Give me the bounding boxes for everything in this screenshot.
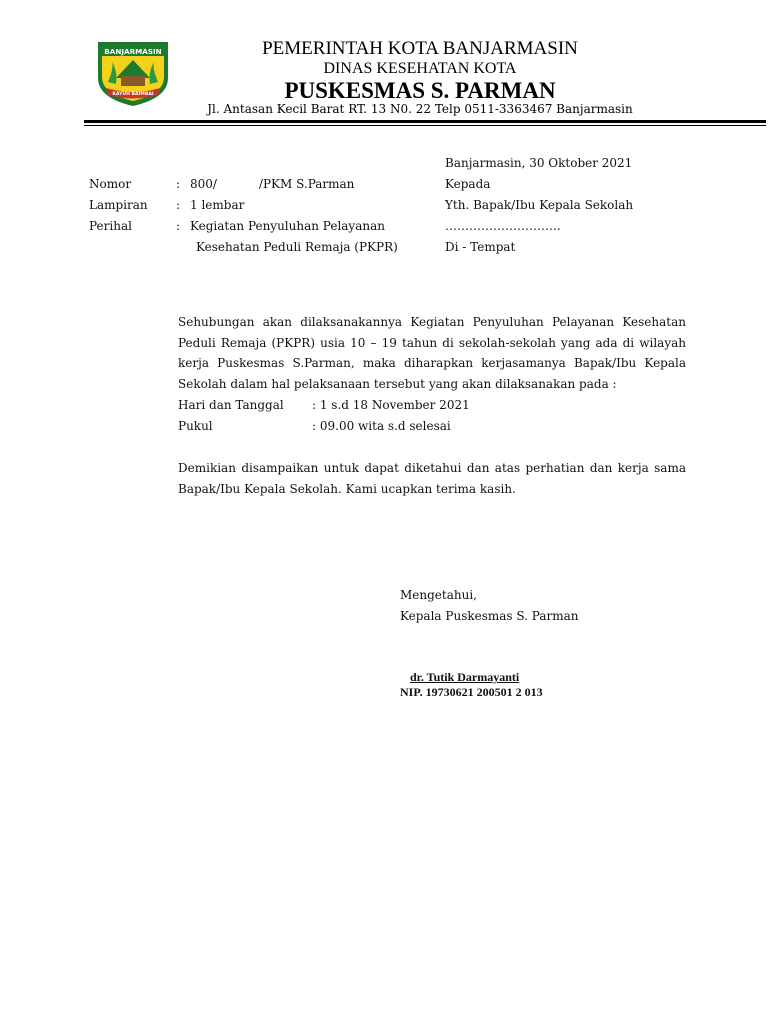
meta-value-nomor: 800/ /PKM S.Parman (190, 177, 355, 191)
institution-name: PUSKESMAS S. PARMAN (284, 78, 556, 103)
meta-label-lampiran: Lampiran (89, 198, 148, 212)
signatory-nip: NIP. 19730621 200501 2 013 (400, 685, 543, 699)
schedule-value-date: : 1 s.d 18 November 2021 (312, 398, 470, 412)
place-date: Banjarmasin, 30 Oktober 2021 (445, 156, 633, 170)
signatory-name: dr. Tutik Darmayanti (410, 670, 520, 684)
schedule-label-date: Hari dan Tanggal (178, 398, 284, 412)
meta-sep-perihal: : (176, 219, 181, 233)
body-paragraph-closing: Demikian disampaikan untuk dapat diketahui dan atas perhatian dan kerja sama Bapak/Ibu Kepala Sekolah. Kami ucapkan terima kasih. (178, 461, 686, 496)
signature-acknowledged: Mengetahui, (400, 588, 477, 602)
schedule-label-time: Pukul (178, 419, 213, 433)
meta-sep-lampiran: : (176, 198, 181, 212)
logo-bottom-text: KAYUH BAIMBAI (112, 92, 154, 97)
recipient-dots: ……………………….. (445, 219, 561, 233)
letterhead-divider-thick (84, 120, 766, 123)
signature-title: Kepala Puskesmas S. Parman (400, 609, 579, 623)
logo-top-text: BANJARMASIN (104, 47, 162, 56)
meta-value-perihal-line2: Kesehatan Peduli Remaja (PKPR) (196, 240, 398, 254)
government-name: PEMERINTAH KOTA BANJARMASIN (262, 38, 578, 59)
meta-value-lampiran: 1 lembar (190, 198, 245, 212)
schedule-value-time: : 09.00 wita s.d selesai (312, 419, 451, 433)
department-name: DINAS KESEHATAN KOTA (323, 60, 517, 77)
banjarmasin-crest-icon (94, 38, 172, 108)
institution-address: Jl. Antasan Kecil Barat RT. 13 N0. 22 Telp 0511-3363467 Banjarmasin (207, 102, 633, 116)
recipient-name: Yth. Bapak/Ibu Kepala Sekolah (445, 198, 634, 212)
recipient-to: Kepada (445, 177, 491, 191)
meta-label-perihal: Perihal (89, 219, 132, 233)
meta-sep-nomor: : (176, 177, 181, 191)
letterhead-divider-thin (84, 125, 766, 126)
meta-value-perihal: Kegiatan Penyuluhan Pelayanan (190, 219, 385, 233)
recipient-place: Di - Tempat (445, 240, 516, 254)
meta-label-nomor: Nomor (89, 177, 132, 191)
body-paragraph-opening: Sehubungan akan dilaksanakannya Kegiatan Penyuluhan Pelayanan Kesehatan Peduli Remaja (PKPR) usia 10 – 19 tahun di sekolah-sekolah yang ada di wilayah kerja Puskesmas S.Parman, maka diharapkan kerjasamanya Bapak/Ibu Kepala Sekolah dalam hal pelaksanaan tersebut yang akan dilaksanakan pada : (178, 315, 686, 391)
